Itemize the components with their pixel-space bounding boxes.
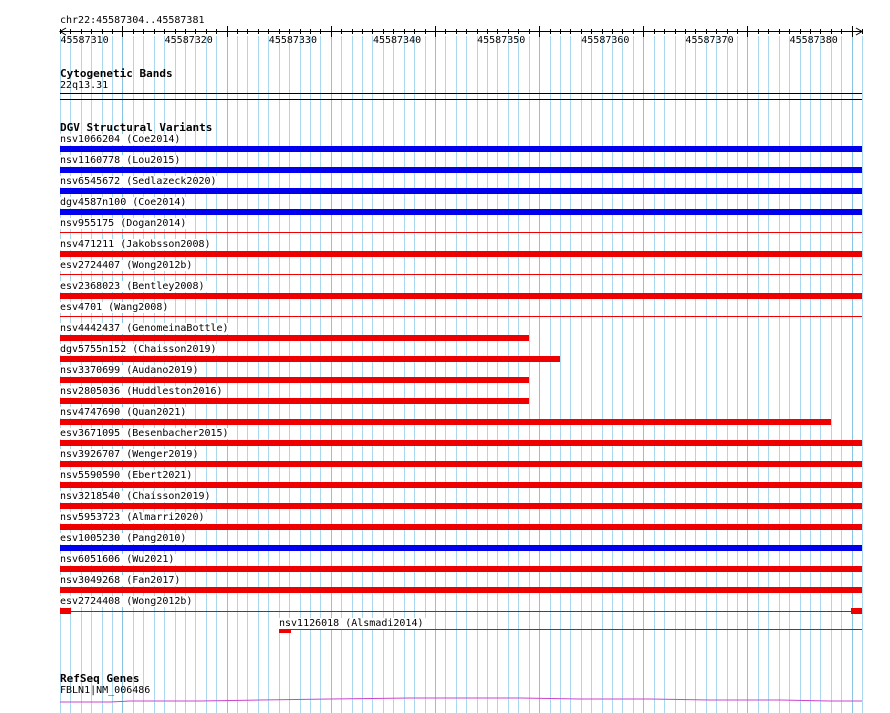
dgv-variant-bar[interactable] xyxy=(60,293,862,299)
dgv-variant-label[interactable]: esv2368023 (Bentley2008) xyxy=(60,281,205,292)
dgv-variant-label[interactable]: nsv471211 (Jakobsson2008) xyxy=(60,239,211,250)
dgv-variant-bar[interactable] xyxy=(60,251,862,257)
cytoband-label: 22q13.31 xyxy=(60,80,109,91)
dgv-variant-bar[interactable] xyxy=(60,461,862,467)
dgv-variant-bar[interactable] xyxy=(60,524,862,530)
dgv-variant-label[interactable]: nsv1066204 (Coe2014) xyxy=(60,134,181,145)
dgv-variant-label[interactable]: nsv5590590 (Ebert2021) xyxy=(60,470,193,481)
dgv-variant-label[interactable]: esv3671095 (Besenbacher2015) xyxy=(60,428,229,439)
dgv-variant-label[interactable]: nsv3049268 (Fan2017) xyxy=(60,575,181,586)
dgv-variant-label[interactable]: nsv955175 (Dogan2014) xyxy=(60,218,187,229)
dgv-variant-label[interactable]: nsv4442437 (GenomeinaBottle) xyxy=(60,323,229,334)
dgv-variant-bar[interactable] xyxy=(60,146,862,152)
dgv-variant-label[interactable]: nsv6051606 (Wu2021) xyxy=(60,554,175,565)
cytoband-track-title: Cytogenetic Bands xyxy=(60,67,173,80)
dgv-variant-line[interactable] xyxy=(60,611,862,612)
dgv-variant-line[interactable] xyxy=(60,274,862,275)
dgv-variant-label[interactable]: dgv5755n152 (Chaisson2019) xyxy=(60,344,217,355)
refseq-gene-path[interactable] xyxy=(60,698,862,702)
ruler-tick-label: 45587340 xyxy=(372,35,422,46)
refseq-gene-label[interactable]: FBLN1|NM_006486 xyxy=(60,685,151,696)
dgv-variant-label[interactable]: esv2724408 (Wong2012b) xyxy=(60,596,193,607)
dgv-variant-label[interactable]: esv2724407 (Wong2012b) xyxy=(60,260,193,271)
ruler-tick-label: 45587330 xyxy=(268,35,317,46)
ruler-tick-label: 45587380 xyxy=(789,35,838,46)
dgv-variant-line[interactable] xyxy=(60,232,862,233)
dgv-variant-bar[interactable] xyxy=(60,335,529,341)
dgv-variant-bar[interactable] xyxy=(60,167,862,173)
dgv-variant-label[interactable]: nsv6545672 (Sedlazeck2020) xyxy=(60,176,217,187)
dgv-variant-bar[interactable] xyxy=(60,566,862,572)
dgv-variant-label[interactable]: nsv4747690 (Quan2021) xyxy=(60,407,187,418)
dgv-variant-bar[interactable] xyxy=(60,377,529,383)
dgv-variant-label[interactable]: esv1005230 (Pang2010) xyxy=(60,533,187,544)
refseq-track-title: RefSeq Genes xyxy=(60,672,140,685)
ruler-tick-label: 45587370 xyxy=(685,35,734,46)
dgv-variant-bar[interactable] xyxy=(60,545,862,551)
dgv-track-title: DGV Structural Variants xyxy=(60,121,213,134)
dgv-variant-bar[interactable] xyxy=(60,482,862,488)
refseq-gene-line[interactable] xyxy=(0,690,890,710)
dgv-variant-label[interactable]: nsv2805036 (Huddleston2016) xyxy=(60,386,223,397)
dgv-variant-bar[interactable] xyxy=(60,209,862,215)
dgv-variant-label[interactable]: nsv5953723 (Almarri2020) xyxy=(60,512,205,523)
dgv-variant-label[interactable]: nsv3370699 (Audano2019) xyxy=(60,365,199,376)
ruler-tick-label: 45587310 xyxy=(60,35,109,46)
cytoband-line-top xyxy=(60,93,862,94)
dgv-variant-label[interactable]: dgv4587n100 (Coe2014) xyxy=(60,197,187,208)
dgv-variant-bar[interactable] xyxy=(60,356,560,362)
location-label: chr22:45587304..45587381 xyxy=(60,15,205,26)
dgv-variant-label[interactable]: nsv3926707 (Wenger2019) xyxy=(60,449,199,460)
dgv-variant-bar[interactable] xyxy=(60,587,862,593)
dgv-variant-line[interactable] xyxy=(279,629,862,630)
dgv-variant-line[interactable] xyxy=(60,316,862,317)
dgv-variant-label[interactable]: nsv3218540 (Chaisson2019) xyxy=(60,491,211,502)
ruler-tick-label: 45587350 xyxy=(477,35,526,46)
dgv-variant-bar[interactable] xyxy=(60,440,862,446)
dgv-variant-bar[interactable] xyxy=(60,188,862,194)
dgv-variant-bar[interactable] xyxy=(60,398,529,404)
cytoband-line-bottom xyxy=(60,99,862,100)
dgv-variant-block[interactable] xyxy=(60,608,71,614)
dgv-variant-bar[interactable] xyxy=(60,419,831,425)
dgv-variant-label[interactable]: nsv1160778 (Lou2015) xyxy=(60,155,181,166)
dgv-variant-label[interactable]: nsv1126018 (Alsmadi2014) xyxy=(279,618,424,629)
ruler-tick-label: 45587360 xyxy=(581,35,630,46)
ruler-tick-label: 45587320 xyxy=(164,35,213,46)
dgv-variant-block[interactable] xyxy=(851,608,862,614)
dgv-variant-label[interactable]: esv4701 (Wang2008) xyxy=(60,302,169,313)
dgv-variant-bar[interactable] xyxy=(60,503,862,509)
